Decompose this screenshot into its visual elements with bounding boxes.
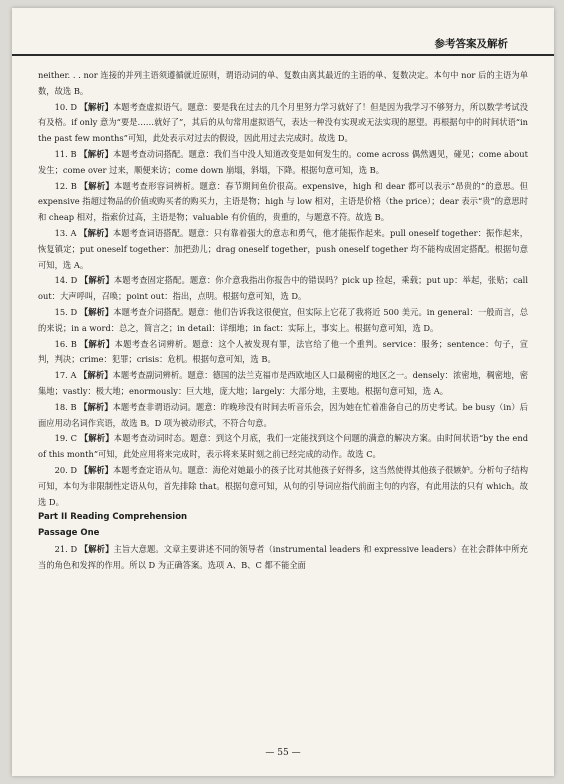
answer-number: 16. B (54, 338, 77, 349)
answer-11 (38, 147, 528, 179)
answer-number: 13. A (54, 227, 77, 238)
analysis-tag: 【解析】 (79, 306, 114, 317)
passage-heading: Passage One (38, 528, 100, 539)
analysis-tag: 【解析】 (79, 180, 114, 191)
analysis-text: 本题考查介词搭配。题意：他们告诉我这很便宜，但实际上它花了我将近 500 美元。in general：一般而言，总的来说；in a word：总之，简言之；in detail：详细地；in fact：实际上，事实上。根据句意可知，选 D。 (38, 306, 529, 333)
paragraph-text: neither. . . nor 连接的并列主语须遵循就近原则，谓语动词的单、复数由离其最近的主语的单、复数决定。本句中 nor 后的主语为单数，故选 B。 (38, 70, 528, 96)
answer-number: 17. A (54, 370, 77, 381)
answer-17 (38, 368, 528, 400)
analysis-text: 本题考查非谓语动词。题意：昨晚珍没有时间去听音乐会，因为她在忙着准备自己的历史考试。be busy（in）后面应用动名词作宾语，故选 B。D 项为被动形式，不符合句意。 (38, 401, 528, 428)
answer-number: 14. D (54, 275, 78, 286)
page-number: — 55 — (265, 748, 301, 758)
analysis-tag: 【解析】 (79, 148, 114, 159)
answer-20 (38, 463, 528, 510)
analysis-text: 本题考查副词辨析。题意：德国的法兰克福市是西欧地区人口最稠密的地区之一。densely：浓密地，稠密地，密集地；vastly：极大地；enormously：巨大地，庞大地；largely：大部分地，主要地。根据句意可知，选 A。 (38, 370, 529, 396)
answer-number: 21. D (54, 543, 78, 554)
answer-content (38, 68, 528, 574)
analysis-text: 本题考查名词辨析。题意：这个人被发现有罪，法官给了他一个重判。service：服务；sentence：句子，宣判，判决；crime：犯罪；crisis：危机。根据句意可知，选 B。 (38, 338, 528, 365)
analysis-text: 本题考查动词时态。题意：到这个月底，我们一定能找到这个问题的满意的解决方案。由时间状语“by the end of this month”可知，此处应用将来完成时，表示将来某时刻之前已经完成的动作。故选 C。 (38, 433, 529, 460)
analysis-text: 本题考查形容词辨析。题意：春节期间鱼价很高。expensive，high 和 dear 都可以表示“昂贵的”的意思。但 expensive 指超过物品的价值或购买者的购买力，主语是物；high 与 low 相对，主语是价格（the price）；dear 表示“贵”的意思时和 cheap 相对，指索价过高，主语是物；valuable 有价值的，贵重的，与题意不符。故选 B。 (38, 180, 528, 223)
analysis-tag: 【解析】 (79, 401, 113, 412)
answer-number: 12. B (54, 180, 77, 191)
analysis-tag: 【解析】 (80, 275, 114, 286)
answer-19 (38, 431, 528, 463)
analysis-text: 本题考查动词搭配。题意：我们当中没人知道改变是如何发生的。come across 偶然遇见，碰见；come about 发生；come over 过来，顺便来访；come down 崩塌，斜塌，下降。根据句意可知，选 B。 (38, 148, 528, 175)
analysis-tag: 【解析】 (79, 370, 113, 381)
answer-15 (38, 305, 528, 337)
answer-number: 20. D (54, 464, 78, 475)
answer-12 (38, 179, 528, 226)
analysis-text: 本题考查定语从句。题意：海伦对她最小的孩子比对其他孩子好得多，这当然使得其他孩子很嫉妒。分析句子结构可知，本句为非限制性定语从句，首先排除 that。根据句意可知，从句的引导词应指代前面主句的内容，有此用法的只有 which。故选 D。 (38, 464, 529, 507)
answer-10 (38, 100, 528, 147)
page (12, 8, 554, 776)
answer-number: 10. D (54, 101, 78, 112)
analysis-tag: 【解析】 (79, 101, 113, 112)
analysis-text: 本题考查词语搭配。题意：只有靠着强大的意志和勇气，他才能振作起来。pull oneself together：振作起来，恢复镇定；put oneself together：加把劲儿；drag oneself together，push oneself together 均不能构成固定搭配。根据句意可知，选 A。 (38, 227, 529, 270)
answer-number: 15. D (54, 306, 78, 317)
answer-number: 18. B (54, 401, 77, 412)
page-header (12, 36, 554, 56)
paragraph-continuation (38, 68, 528, 100)
analysis-text: 主旨大意题。文章主要讲述不同的领导者（instrumental leaders 和 expressive leaders）在社会群体中所充当的角色和发挥的作用。所以 D 为正确答案。选项 A、B、C 都不能全面 (38, 543, 528, 570)
analysis-tag: 【解析】 (79, 464, 113, 475)
answer-number: 19. C (54, 433, 77, 444)
answer-number: 11. B (54, 148, 77, 159)
answer-13 (38, 226, 528, 273)
header-title: 参考答案及解析 (434, 38, 508, 50)
answer-14 (38, 273, 528, 305)
answer-16 (38, 337, 528, 369)
analysis-tag: 【解析】 (79, 433, 114, 444)
section-heading: Part II Reading Comprehension (38, 512, 188, 523)
analysis-text: 本题考查虚拟语气。题意：要是我在过去的几个月里努力学习就好了！但是因为我学习不够努力，所以数学考试没有及格。if only 意为“要是……就好了”，其后的从句常用虚拟语气，表达一种没有实现或无法实现的愿望。再根据句中的时间状语“in the past few months”可知，此处表示对过去的假设，因此用过去完成时。故选 D。 (38, 101, 529, 144)
analysis-tag: 【解析】 (79, 338, 115, 349)
analysis-text: 本题考查固定搭配。题意：你介意我指出你报告中的错误吗？pick up 捡起，乘载；put up：举起，张贴；call out：大声呼叫，召唤；point out：指出，点明。根据句意可知，选 D。 (38, 275, 528, 302)
analysis-tag: 【解析】 (79, 227, 113, 238)
analysis-tag: 【解析】 (79, 543, 114, 554)
answer-21 (38, 542, 528, 574)
answer-18 (38, 400, 528, 432)
